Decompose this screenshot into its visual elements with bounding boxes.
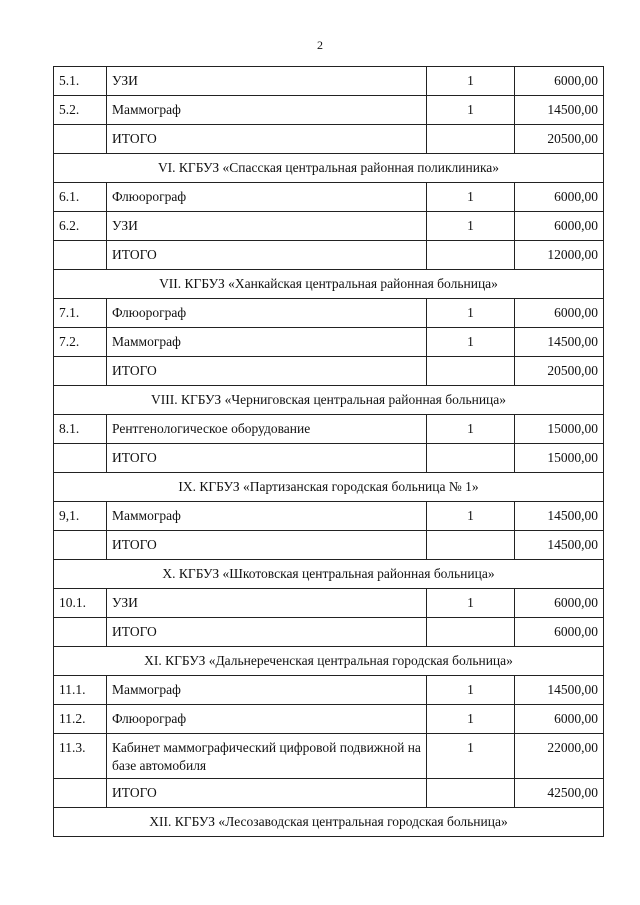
item-number: 6.1. <box>54 183 107 212</box>
item-amount: 14500,00 <box>515 96 604 125</box>
item-number: 10.1. <box>54 589 107 618</box>
item-name: ИТОГО <box>107 444 427 473</box>
item-amount: 22000,00 <box>515 734 604 779</box>
item-quantity: 1 <box>427 676 515 705</box>
section-heading-row <box>54 386 604 415</box>
item-name: ИТОГО <box>107 241 427 270</box>
item-quantity <box>427 125 515 154</box>
item-name: Флюорограф <box>107 299 427 328</box>
total-row <box>54 444 604 473</box>
item-name: Кабинет маммографический цифровой подвижной на базе автомобиля <box>107 734 427 779</box>
section-heading-row <box>54 270 604 299</box>
item-number: 5.1. <box>54 67 107 96</box>
item-number <box>54 618 107 647</box>
item-quantity: 1 <box>427 415 515 444</box>
table-row <box>54 183 604 212</box>
item-quantity: 1 <box>427 589 515 618</box>
item-amount: 14500,00 <box>515 328 604 357</box>
table-row <box>54 328 604 357</box>
item-amount: 42500,00 <box>515 779 604 808</box>
item-number: 9,1. <box>54 502 107 531</box>
item-amount: 6000,00 <box>515 299 604 328</box>
item-quantity: 1 <box>427 212 515 241</box>
section-heading: XII. КГБУЗ «Лесозаводская центральная городская больница» <box>54 808 604 837</box>
item-name: Маммограф <box>107 502 427 531</box>
section-heading: VII. КГБУЗ «Ханкайская центральная районная больница» <box>54 270 604 299</box>
total-row <box>54 779 604 808</box>
item-name: ИТОГО <box>107 531 427 560</box>
item-name: УЗИ <box>107 67 427 96</box>
item-number <box>54 357 107 386</box>
section-heading: X. КГБУЗ «Шкотовская центральная районная больница» <box>54 560 604 589</box>
item-name: Рентгенологическое оборудование <box>107 415 427 444</box>
item-amount: 6000,00 <box>515 618 604 647</box>
item-number: 11.2. <box>54 705 107 734</box>
total-row <box>54 618 604 647</box>
item-number: 6.2. <box>54 212 107 241</box>
item-number: 5.2. <box>54 96 107 125</box>
item-name: Маммограф <box>107 676 427 705</box>
section-heading-row <box>54 560 604 589</box>
section-heading: XI. КГБУЗ «Дальнереченская центральная городская больница» <box>54 647 604 676</box>
item-quantity: 1 <box>427 328 515 357</box>
item-number <box>54 241 107 270</box>
item-quantity: 1 <box>427 67 515 96</box>
section-heading-row <box>54 647 604 676</box>
item-number <box>54 125 107 154</box>
item-quantity: 1 <box>427 299 515 328</box>
section-heading: VI. КГБУЗ «Спасская центральная районная поликлиника» <box>54 154 604 183</box>
item-amount: 14500,00 <box>515 676 604 705</box>
total-row <box>54 241 604 270</box>
item-quantity <box>427 357 515 386</box>
equipment-table <box>53 66 604 837</box>
item-name: Маммограф <box>107 96 427 125</box>
item-amount: 6000,00 <box>515 705 604 734</box>
item-name: УЗИ <box>107 589 427 618</box>
item-amount: 6000,00 <box>515 589 604 618</box>
item-amount: 20500,00 <box>515 357 604 386</box>
item-number <box>54 531 107 560</box>
item-number <box>54 444 107 473</box>
item-quantity: 1 <box>427 502 515 531</box>
item-name: Флюорограф <box>107 183 427 212</box>
item-name: ИТОГО <box>107 125 427 154</box>
total-row <box>54 125 604 154</box>
item-quantity: 1 <box>427 705 515 734</box>
item-number: 8.1. <box>54 415 107 444</box>
item-name: ИТОГО <box>107 618 427 647</box>
item-amount: 14500,00 <box>515 502 604 531</box>
item-quantity <box>427 444 515 473</box>
section-heading: IX. КГБУЗ «Партизанская городская больница № 1» <box>54 473 604 502</box>
item-amount: 12000,00 <box>515 241 604 270</box>
item-quantity: 1 <box>427 96 515 125</box>
total-row <box>54 357 604 386</box>
item-name: ИТОГО <box>107 779 427 808</box>
item-number: 11.3. <box>54 734 107 779</box>
item-name: Флюорограф <box>107 705 427 734</box>
page-number: 2 <box>317 38 323 52</box>
table-row <box>54 299 604 328</box>
item-name: УЗИ <box>107 212 427 241</box>
table-row <box>54 502 604 531</box>
item-amount: 14500,00 <box>515 531 604 560</box>
item-quantity <box>427 618 515 647</box>
section-heading: VIII. КГБУЗ «Черниговская центральная районная больница» <box>54 386 604 415</box>
table-row <box>54 212 604 241</box>
item-quantity: 1 <box>427 734 515 779</box>
section-heading-row <box>54 154 604 183</box>
item-quantity <box>427 241 515 270</box>
table-body <box>54 67 604 837</box>
item-number <box>54 779 107 808</box>
item-name: Маммограф <box>107 328 427 357</box>
table-row <box>54 415 604 444</box>
table-row <box>54 734 604 779</box>
item-number: 7.2. <box>54 328 107 357</box>
item-amount: 15000,00 <box>515 444 604 473</box>
table-row <box>54 676 604 705</box>
item-name: ИТОГО <box>107 357 427 386</box>
table-row <box>54 589 604 618</box>
item-quantity: 1 <box>427 183 515 212</box>
item-number: 11.1. <box>54 676 107 705</box>
table-row <box>54 705 604 734</box>
item-amount: 20500,00 <box>515 125 604 154</box>
item-amount: 15000,00 <box>515 415 604 444</box>
item-amount: 6000,00 <box>515 212 604 241</box>
table-row <box>54 96 604 125</box>
section-heading-row <box>54 473 604 502</box>
total-row <box>54 531 604 560</box>
item-quantity <box>427 531 515 560</box>
item-amount: 6000,00 <box>515 67 604 96</box>
section-heading-row <box>54 808 604 837</box>
item-quantity <box>427 779 515 808</box>
item-amount: 6000,00 <box>515 183 604 212</box>
table-row <box>54 67 604 96</box>
item-number: 7.1. <box>54 299 107 328</box>
